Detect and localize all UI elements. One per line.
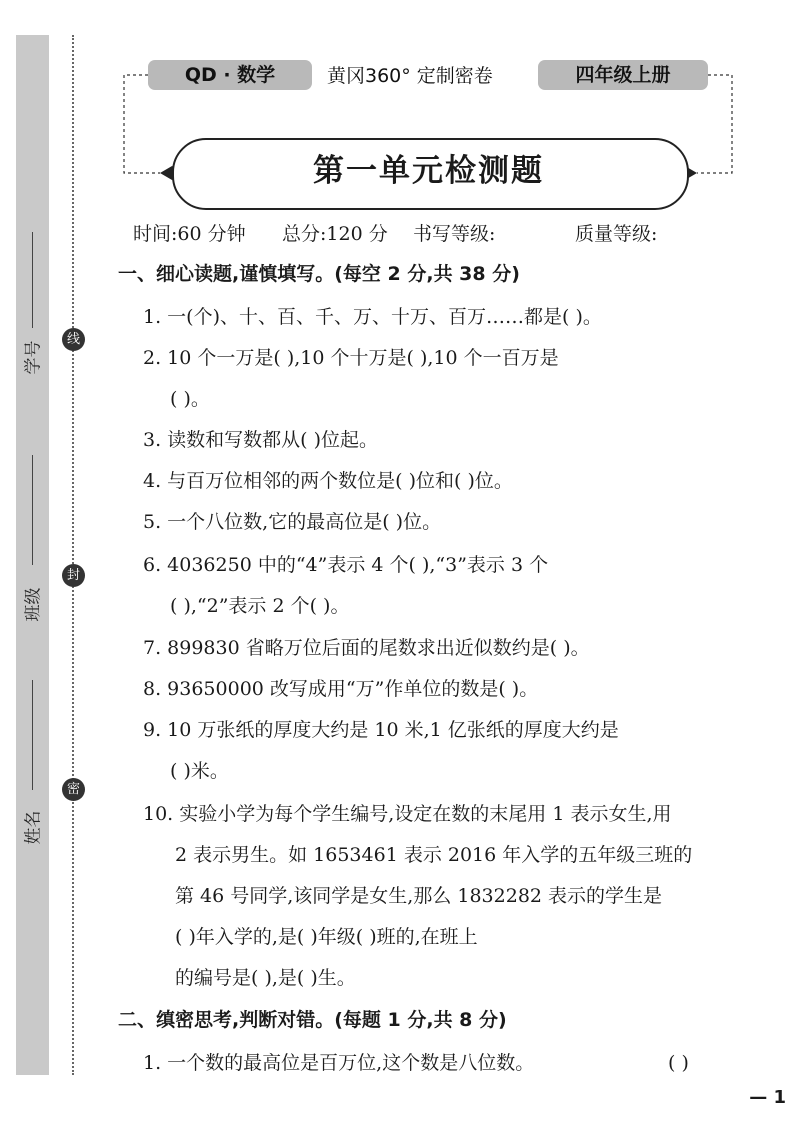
time-info: 时间:60 分钟 (133, 223, 246, 245)
student-no-blank (32, 232, 33, 328)
question-10: 10. 实验小学为每个学生编号,设定在数的末尾用 1 表示女生,用 (143, 803, 672, 825)
section1-heading: 一、细心读题,谨慎填写。(每空 2 分,共 38 分) (118, 263, 520, 285)
subject-tag: QD · 数学 (148, 60, 312, 90)
question-9-cont: ( )米。 (170, 760, 229, 782)
question-10-cont-2: 第 46 号同学,该同学是女生,那么 1832282 表示的学生是 (175, 885, 663, 907)
question-9: 9. 10 万张纸的厚度大约是 10 米,1 亿张纸的厚度大约是 (143, 719, 619, 741)
student-no-label: 学号 (23, 340, 44, 375)
series-name: 黄冈360° 定制密卷 (327, 65, 493, 87)
seal-line-mark: 线 (62, 328, 85, 351)
total-score: 总分:120 分 (282, 223, 388, 245)
question-10-cont-1: 2 表示男生。如 1653461 表示 2016 年入学的五年级三班的 (175, 844, 693, 866)
page-number: — 1 (749, 1087, 786, 1108)
seal-mi-mark: 密 (62, 778, 85, 801)
name-label: 姓名 (23, 810, 44, 845)
question-3: 3. 读数和写数都从( )位起。 (143, 429, 379, 451)
judge-question-1: 1. 一个数的最高位是百万位,这个数是八位数。 (143, 1052, 535, 1074)
question-5: 5. 一个八位数,它的最高位是( )位。 (143, 511, 442, 533)
writing-grade: 书写等级: (413, 223, 496, 245)
question-10-cont-3: ( )年入学的,是( )年级( )班的,在班上 (175, 926, 478, 948)
class-blank (32, 455, 33, 565)
question-6: 6. 4036250 中的“4”表示 4 个( ),“3”表示 3 个 (143, 554, 549, 576)
question-2-cont: ( )。 (170, 388, 210, 410)
question-6-cont: ( ),“2”表示 2 个( )。 (170, 595, 350, 617)
question-1: 1. 一(个)、十、百、千、万、十万、百万……都是( )。 (143, 306, 602, 328)
question-10-cont-4: 的编号是( ),是( )生。 (175, 967, 356, 989)
judge-answer-paren: ( ) (668, 1052, 689, 1074)
section2-heading: 二、缜密思考,判断对错。(每题 1 分,共 8 分) (118, 1009, 507, 1031)
question-7: 7. 899830 省略万位后面的尾数求出近似数约是( )。 (143, 637, 590, 659)
question-4: 4. 与百万位相邻的两个数位是( )位和( )位。 (143, 470, 513, 492)
question-8: 8. 93650000 改写成用“万”作单位的数是( )。 (143, 678, 539, 700)
grade-tag: 四年级上册 (538, 60, 708, 90)
name-blank (32, 680, 33, 790)
question-2: 2. 10 个一万是( ),10 个十万是( ),10 个一百万是 (143, 347, 559, 369)
seal-seal-mark: 封 (62, 564, 85, 587)
quality-grade: 质量等级: (575, 223, 658, 245)
page-title: 第一单元检测题 (313, 153, 544, 189)
class-label: 班级 (23, 587, 44, 622)
